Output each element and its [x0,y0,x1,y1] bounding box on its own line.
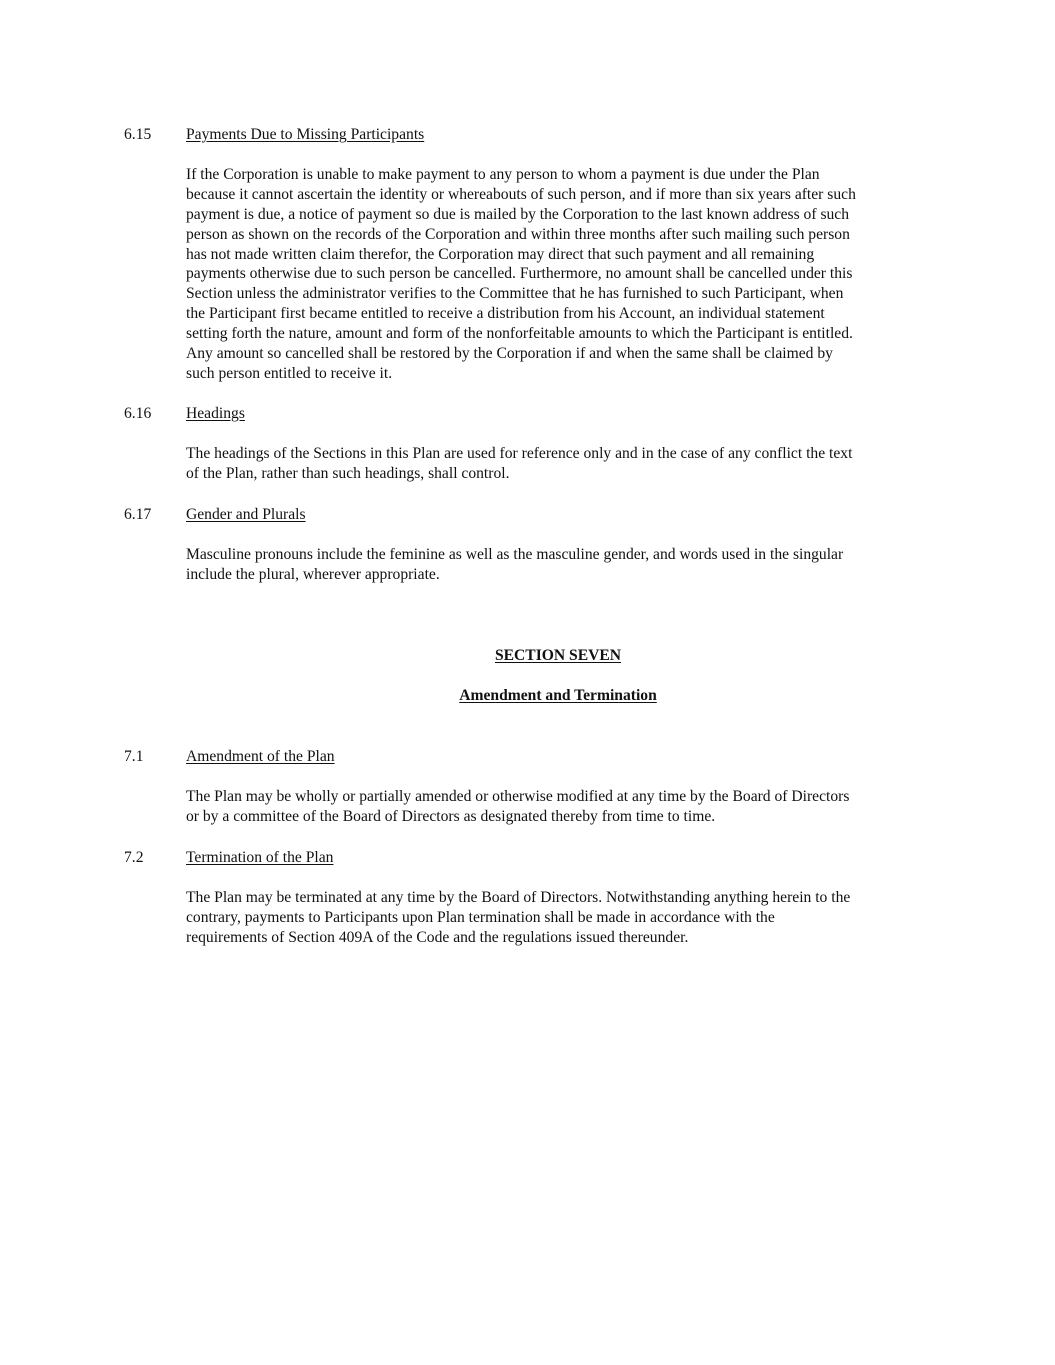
paragraph-line: contrary, payments to Participants upon Plan termination shall be made in accordance with the [186,909,775,926]
paragraph-line: The headings of the Sections in this Plan are used for reference only and in the case of any conflict the text [186,445,853,462]
paragraph-line: the Participant first became entitled to receive a distribution from his Account, an individual statement [186,305,825,322]
section-heading: Headings [186,405,245,422]
section-number: 6.17 [124,506,152,523]
paragraph-line: The Plan may be terminated at any time by the Board of Directors. Notwithstanding anything herein to the [186,889,851,906]
paragraph-line: such person entitled to receive it. [186,365,393,382]
section-number: 6.15 [124,126,152,143]
section-seven-title: SECTION SEVEN [494,647,622,664]
paragraph-line: of the Plan, rather than such headings, shall control. [186,465,510,482]
paragraph-line: person as shown on the records of the Corporation and within three months after such mailing such person [186,226,850,243]
paragraph-line: setting forth the nature, amount and form of the nonforfeitable amounts to which the Participant is entitled. [186,325,853,342]
paragraph-line: payments otherwise due to such person be cancelled. Furthermore, no amount shall be cancelled under this [186,265,853,282]
section-number: 7.2 [124,849,144,866]
paragraph-line: include the plural, wherever appropriate. [186,566,440,583]
paragraph-line: has not made written claim therefor, the Corporation may direct that such payment and all remaining [186,246,815,263]
section-number: 6.16 [124,405,152,422]
section-heading: Termination of the Plan [186,849,334,866]
paragraph-line: or by a committee of the Board of Directors as designated thereby from time to time. [186,808,716,825]
paragraph-line: Section unless the administrator verifies to the Committee that he has furnished to such Participant, when [186,285,844,302]
paragraph-line: payment is due, a notice of payment so due is mailed by the Corporation to the last known address of such [186,206,850,223]
paragraph-line: because it cannot ascertain the identity or whereabouts of such person, and if more than six years after such [186,186,856,203]
paragraph-line: Masculine pronouns include the feminine as well as the masculine gender, and words used in the singular [186,546,844,563]
paragraph-line: Any amount so cancelled shall be restored by the Corporation if and when the same shall be claimed by [186,345,833,362]
section-heading: Amendment of the Plan [186,748,335,765]
section-number: 7.1 [124,748,144,765]
paragraph-line: If the Corporation is unable to make payment to any person to whom a payment is due under the Plan [186,166,820,183]
paragraph-line: The Plan may be wholly or partially amended or otherwise modified at any time by the Board of Directors [186,788,850,805]
section-heading: Gender and Plurals [186,506,306,523]
paragraph-line: requirements of Section 409A of the Code and the regulations issued thereunder. [186,929,689,946]
section-seven-subtitle: Amendment and Termination [459,687,657,704]
section-heading: Payments Due to Missing Participants [186,126,425,143]
